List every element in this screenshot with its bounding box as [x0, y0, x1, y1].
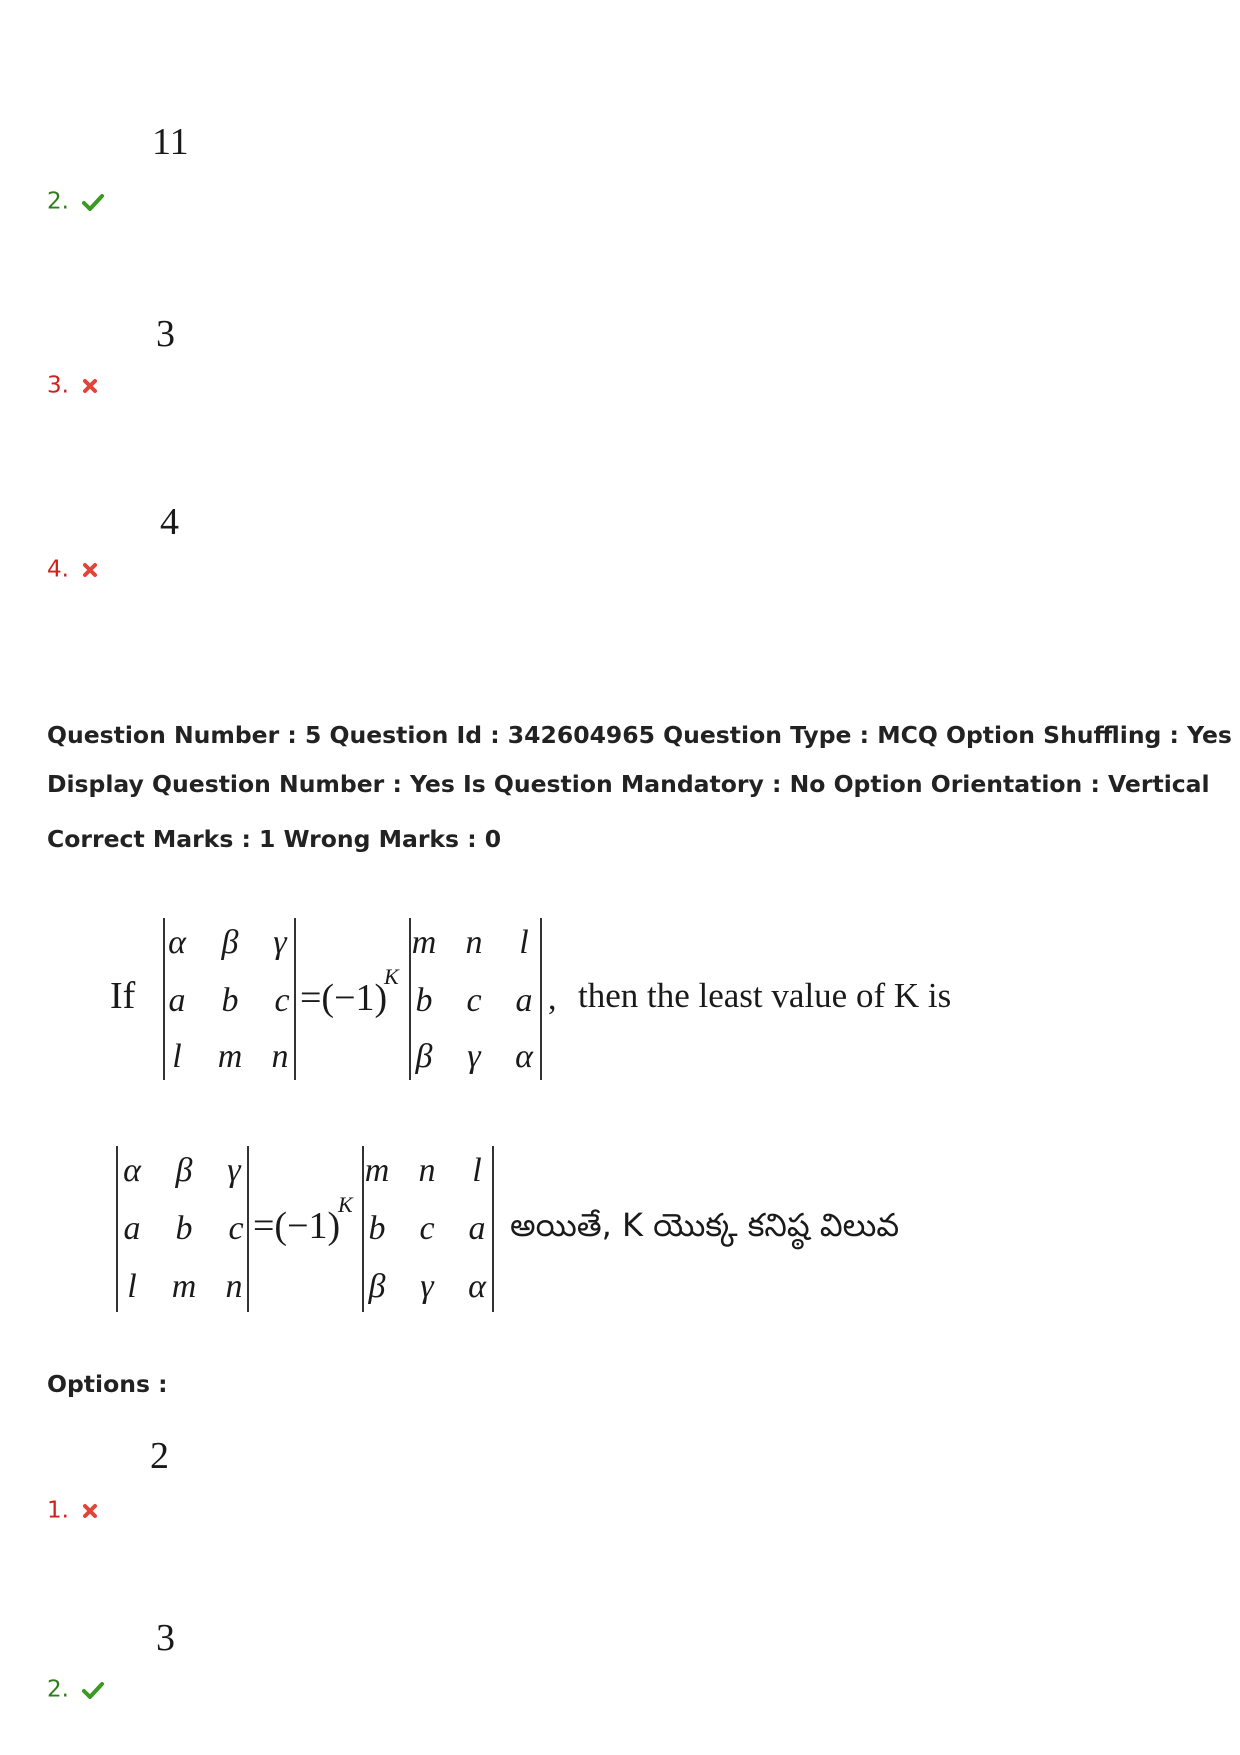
- cross-icon: [82, 562, 98, 578]
- option-value: 4: [160, 501, 179, 543]
- matrix-cell: m: [171, 1268, 197, 1305]
- matrix-cell: n: [418, 1152, 436, 1189]
- matrix-cell: α: [123, 1152, 141, 1189]
- equals-power: =(−1): [253, 1205, 341, 1247]
- question-meta-line-2: Display Question Number : Yes Is Question Mandatory : No Option Orientation : Vertical: [47, 770, 1210, 798]
- check-icon: [82, 1681, 104, 1699]
- determinant-bar: [492, 1146, 494, 1312]
- option-value: 3: [156, 313, 175, 355]
- matrix-cell: b: [415, 982, 433, 1019]
- option-number-row: [47, 1497, 98, 1524]
- matrix-cell: β: [368, 1268, 386, 1305]
- matrix-cell: b: [221, 982, 239, 1019]
- matrix-cell: α: [468, 1268, 486, 1305]
- determinant-bar: [163, 918, 165, 1080]
- matrix-cell: b: [368, 1210, 386, 1247]
- matrix-cell: n: [225, 1268, 243, 1305]
- comma: ,: [548, 980, 557, 1017]
- question-meta-line-1: Question Number : 5 Question Id : 342604965 Question Type : MCQ Option Shuffling : Yes: [47, 721, 1232, 749]
- matrix-cell: c: [274, 982, 290, 1019]
- matrix-cell: β: [221, 924, 239, 961]
- determinant-bar: [116, 1146, 118, 1312]
- cross-icon: [82, 378, 98, 394]
- question-meta-line-3: Correct Marks : 1 Wrong Marks : 0: [47, 825, 502, 853]
- determinant-bar: [409, 918, 411, 1080]
- exponent: K: [338, 1192, 353, 1217]
- matrix-cell: m: [411, 924, 437, 961]
- option-number: 2.: [47, 188, 69, 215]
- option-value: 11: [152, 121, 189, 163]
- matrix-cell: α: [168, 924, 186, 961]
- matrix-cell: γ: [420, 1268, 434, 1305]
- check-icon: [82, 193, 104, 211]
- matrix-cell: c: [419, 1210, 435, 1247]
- matrix-cell: a: [515, 982, 533, 1019]
- equals-power: =(−1): [300, 977, 388, 1019]
- matrix-cell: l: [127, 1268, 137, 1305]
- matrix-cell: l: [172, 1038, 182, 1075]
- matrix-cell: m: [364, 1152, 390, 1189]
- option-value: 3: [156, 1617, 175, 1659]
- option-number-row: [47, 372, 98, 399]
- matrix-cell: β: [415, 1038, 433, 1075]
- if-label: If: [110, 975, 136, 1017]
- matrix-cell: γ: [467, 1038, 481, 1075]
- matrix-cell: a: [168, 982, 186, 1019]
- question-suffix: then the least value of K is: [578, 976, 952, 1015]
- matrix-cell: b: [175, 1210, 193, 1247]
- determinant-bar: [540, 918, 542, 1080]
- cross-icon: [82, 1503, 98, 1519]
- matrix-cell: γ: [273, 924, 287, 961]
- matrix-cell: γ: [227, 1152, 241, 1189]
- option-number: 1.: [47, 1497, 69, 1524]
- determinant-bar: [247, 1146, 249, 1312]
- option-number-row: [47, 556, 98, 583]
- matrix-cell: n: [271, 1038, 289, 1075]
- determinant-bar: [362, 1146, 364, 1312]
- option-number-row: [47, 1676, 104, 1703]
- matrix-cell: c: [466, 982, 482, 1019]
- option-number: 2.: [47, 1676, 69, 1703]
- option-number: 3.: [47, 372, 69, 399]
- matrix-cell: n: [465, 924, 483, 961]
- determinant-bar: [294, 918, 296, 1080]
- option-number-row: [47, 188, 104, 215]
- matrix-cell: a: [123, 1210, 141, 1247]
- matrix-cell: c: [228, 1210, 244, 1247]
- option-number: 4.: [47, 556, 69, 583]
- matrix-cell: α: [515, 1038, 533, 1075]
- exponent: K: [384, 964, 399, 989]
- matrix-cell: a: [468, 1210, 486, 1247]
- question-suffix-telugu: అయితే, K యొక్క కనిష్ఠ విలువ: [510, 1206, 900, 1244]
- matrix-cell: β: [175, 1152, 193, 1189]
- matrix-cell: l: [519, 924, 529, 961]
- option-value: 2: [150, 1435, 169, 1477]
- matrix-cell: m: [217, 1038, 243, 1075]
- options-label: Options :: [47, 1370, 168, 1398]
- matrix-cell: l: [472, 1152, 482, 1189]
